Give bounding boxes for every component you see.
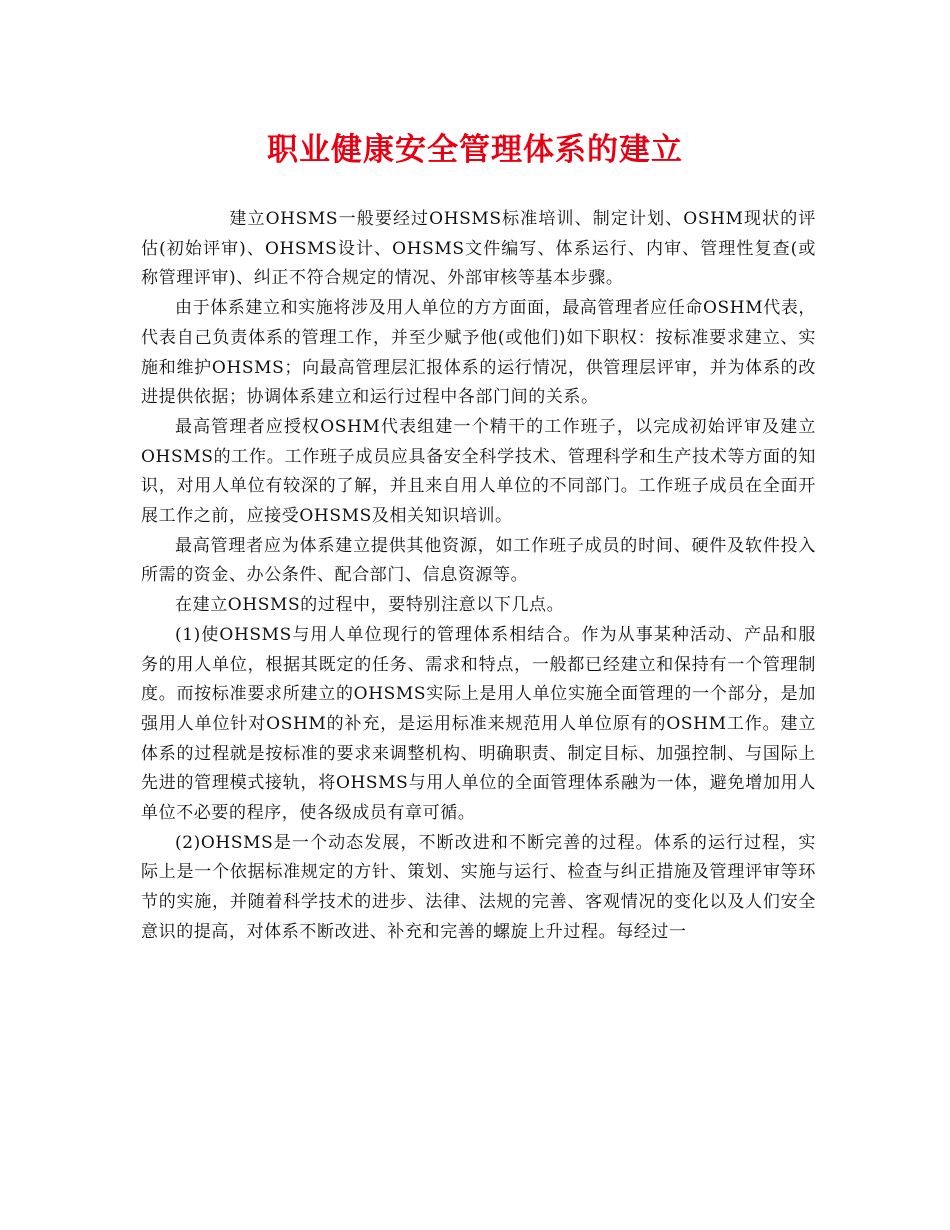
paragraph: 在建立OHSMS的过程中，要特别注意以下几点。 — [175, 595, 565, 616]
document-body — [141, 205, 816, 948]
document-title: 职业健康安全管理体系的建立 — [267, 132, 683, 168]
paragraph: 最高管理者应为体系建立提供其他资源，如工作班子成员的时间、硬件及软件投入所需的资金、办公条件、配合部门、信息资源等。 — [141, 535, 816, 586]
paragraph: (1)使OHSMS与用人单位现行的管理体系相结合。作为从事某种活动、产品和服务的用人单位，根据其既定的任务、需求和特点，一般都已经建立和保持有一个管理制度。而按标准要求所建立的OHSMS实际上是用人单位实施全面管理的一个部分，是加强用人单位针对OSHM的补充，是运用标准来规范用人单位原有的OSHM工作。建立体系的过程就是按标准的要求来调整机构、明确职责、制定目标、加强控制、与国际上先进的管理模式接轨，将OHSMS与用人单位的全面管理体系融为一体，避免增加用人单位不必要的程序，使各级成员有章可循。 — [141, 624, 816, 824]
paragraph: (2)OHSMS是一个动态发展，不断改进和不断完善的过程。体系的运行过程，实际上是一个依据标准规定的方针、策划、实施与运行、检查与纠正措施及管理评审等环节的实施，并随着科学技术的进步、法律、法规的完善、客观情况的变化以及人们安全意识的提高，对体系不断改进、补充和完善的螺旋上升过程。每经过一 — [141, 832, 816, 942]
paragraph: 由于体系建立和实施将涉及用人单位的方方面面，最高管理者应任命OSHM代表，代表自己负责体系的管理工作，并至少赋予他(或他们)如下职权：按标准要求建立、实施和维护OHSMS；向最高管理层汇报体系的运行情况，供管理层评审，并为体系的改进提供依据；协调体系建立和运行过程中各部门间的关系。 — [141, 298, 817, 408]
paragraph: 最高管理者应授权OSHM代表组建一个精干的工作班子，以完成初始评审及建立OHSMS的工作。工作班子成员应具备安全科学技术、管理科学和生产技术等方面的知识，对用人单位有较深的了解，并且来自用人单位的不同部门。工作班子成员在全面开展工作之前，应接受OHSMS及相关知识培训。 — [141, 416, 816, 527]
paragraph: 建立OHSMS一般要经过OHSMS标准培训、制定计划、OSHM现状的评估(初始评审)、OHSMS设计、OHSMS文件编写、体系运行、内审、管理性复查(或称管理评审)、纠正不符合规定的情况、外部审核等基本步骤。 — [141, 209, 816, 289]
